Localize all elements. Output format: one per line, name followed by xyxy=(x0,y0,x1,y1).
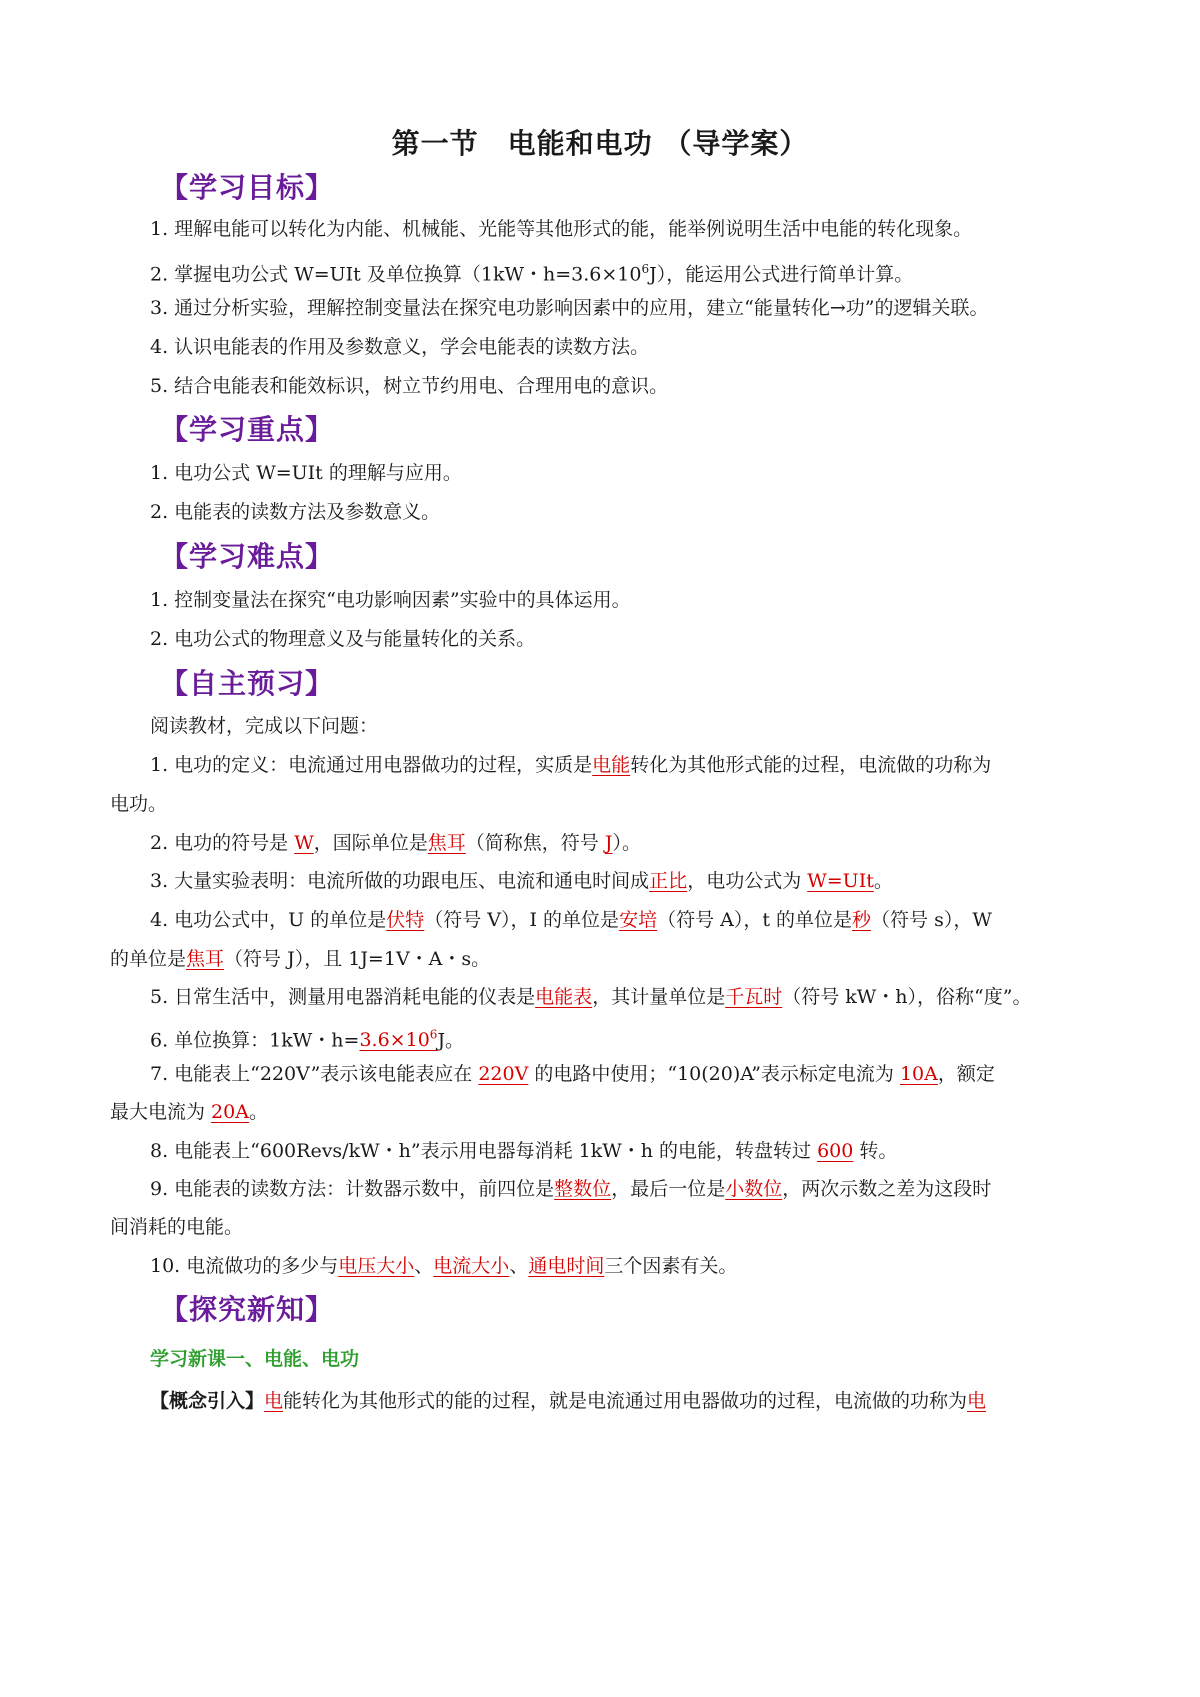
answer-blank: 电 xyxy=(264,1390,284,1412)
preview-q7: 7. 电能表上“220V”表示该电能表应在 220V 的电路中使用；“10(20)A”表示标定电流为 10A，额定 xyxy=(150,1063,995,1085)
answer-blank: 焦耳 xyxy=(186,948,225,970)
answer-blank: 千瓦时 xyxy=(725,986,783,1008)
preview-intro: 阅读教材，完成以下问题： xyxy=(150,715,379,737)
preview-q6: 6. 单位换算：1kW・$h=3.6\times 10^6J$。 xyxy=(150,1028,465,1052)
concept-intro: 【概念引入】电能转化为其他形式的能的过程，就是电流通过用电器做功的过程，电流做的功称为电 xyxy=(150,1390,987,1412)
preview-q10: 10. 电流做功的多少与电压大小、电流大小、通电时间三个因素有关。 xyxy=(150,1255,738,1277)
heading-difficult-points: 【学习难点】 xyxy=(160,540,335,573)
goal-3: 3. 通过分析实验，理解控制变量法在探究电功影响因素中的应用，建立“能量转化→功”的逻辑关联。 xyxy=(150,297,989,319)
answer-blank: 电能表 xyxy=(535,986,593,1008)
preview-q2: 2. 电功的符号是 W，国际单位是焦耳（简称焦，符号 J）。 xyxy=(150,832,641,854)
goal-4: 4. 认识电能表的作用及参数意义，学会电能表的读数方法。 xyxy=(150,336,650,358)
goal-5: 5. 结合电能表和能效标识，树立节约用电、合理用电的意识。 xyxy=(150,375,669,397)
lesson-subtitle: 学习新课一、电能、电功 xyxy=(150,1348,360,1370)
preview-q4: 4. 电功公式中，U 的单位是伏特（符号 V），I 的单位是安培（符号 A），t 的单位是秒（符号 s），W xyxy=(150,909,992,931)
answer-blank: $3.6\times 10^6$ xyxy=(359,1028,438,1052)
answer-blank: 10A xyxy=(899,1063,938,1085)
answer-blank: 通电时间 xyxy=(528,1255,605,1277)
preview-q7-cont: 最大电流为 20A。 xyxy=(110,1101,268,1123)
answer-blank: 安培 xyxy=(619,909,658,931)
preview-q4-cont: 的单位是焦耳（符号 J），且 1J=1V・A・s。 xyxy=(110,948,491,970)
page-title: 第一节 电能和电功 （导学案） xyxy=(391,127,809,160)
key-point-2: 2. 电能表的读数方法及参数意义。 xyxy=(150,501,441,523)
answer-blank: 20A xyxy=(211,1101,249,1123)
answer-blank: 整数位 xyxy=(554,1178,612,1200)
heading-explore: 【探究新知】 xyxy=(160,1293,335,1326)
answer-blank: 电 xyxy=(967,1390,987,1412)
answer-blank: 伏特 xyxy=(386,909,425,931)
goal-1: 1. 理解电能可以转化为内能、机械能、光能等其他形式的能，能举例说明生活中电能的转化现象。 xyxy=(150,218,973,240)
answer-blank: 220V xyxy=(478,1063,529,1085)
answer-blank: 秒 xyxy=(852,909,872,931)
preview-q5: 5. 日常生活中，测量用电器消耗电能的仪表是电能表，其计量单位是千瓦时（符号 kW・h），俗称“度”。 xyxy=(150,986,1032,1008)
answer-blank: 电能 xyxy=(592,754,631,776)
answer-blank: 电流大小 xyxy=(433,1255,510,1277)
difficult-point-2: 2. 电功公式的物理意义及与能量转化的关系。 xyxy=(150,628,536,650)
preview-q8: 8. 电能表上“600Revs/kW・h”表示用电器每消耗 1kW・h 的电能，转盘转过 600 转。 xyxy=(150,1140,898,1162)
difficult-point-1: 1. 控制变量法在探究“电功影响因素”实验中的具体运用。 xyxy=(150,589,631,611)
answer-blank: W=UIt xyxy=(807,870,874,892)
answer-blank: 600 xyxy=(817,1140,854,1162)
answer-blank: 小数位 xyxy=(725,1178,783,1200)
preview-q1: 1. 电功的定义：电流通过用电器做功的过程，实质是电能转化为其他形式能的过程，电流做的功称为 xyxy=(150,754,992,776)
preview-q3: 3. 大量实验表明：电流所做的功跟电压、电流和通电时间成正比，电功公式为 W=UIt。 xyxy=(150,870,893,892)
answer-blank: J xyxy=(604,832,613,854)
goal-2: 2. 掌握电功公式 W=UIt 及单位换算（1kW・$h=3.6\times 10^6J$），能运用公式进行简单计算。 xyxy=(150,262,914,286)
heading-preview: 【自主预习】 xyxy=(160,667,335,700)
answer-blank: W xyxy=(294,832,314,854)
preview-q9: 9. 电能表的读数方法：计数器示数中，前四位是整数位，最后一位是小数位，两次示数之差为这段时 xyxy=(150,1178,992,1200)
heading-key-points: 【学习重点】 xyxy=(160,413,335,446)
preview-q9-cont: 间消耗的电能。 xyxy=(110,1216,244,1238)
key-point-1: 1. 电功公式 W=UIt 的理解与应用。 xyxy=(150,462,462,484)
answer-blank: 电压大小 xyxy=(338,1255,415,1277)
answer-blank: 正比 xyxy=(649,870,688,892)
answer-blank: 焦耳 xyxy=(427,832,466,854)
heading-goals: 【学习目标】 xyxy=(160,171,335,204)
preview-q1-cont: 电功。 xyxy=(110,793,168,815)
